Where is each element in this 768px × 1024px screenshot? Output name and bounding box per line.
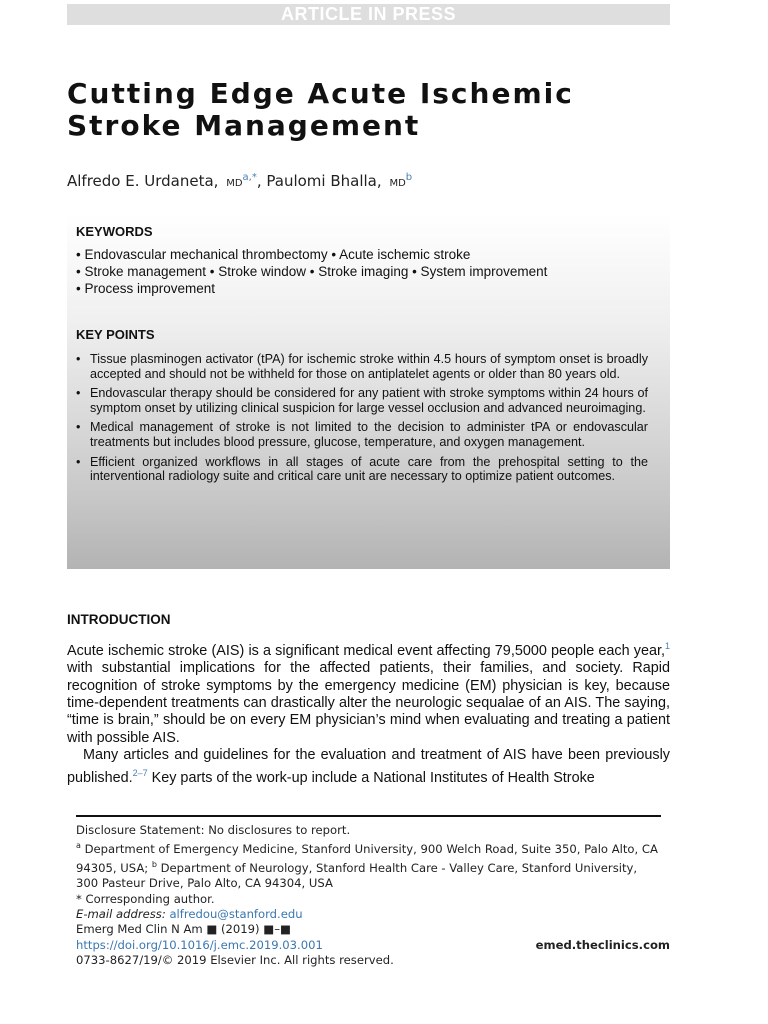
- paragraph-text: with substantial implications for the affected patients, their families, and society. Rapid recognition of stroke symptoms by the emergency medicine (EM) physician is key, because time-dependent treatments can drastically alter the neurologic sequalae of an AIS. The saying, “time is brain,” should be on every EM physician’s mind when evaluating and treating a patient with possible AIS.: [67, 660, 670, 746]
- affiliation-a: Department of Emergency Medicine, Stanford University, 900 Welch Road, Suite 350, Palo Alto, CA 94305, USA;: [76, 842, 658, 876]
- reference-link[interactable]: 1: [664, 641, 670, 651]
- copyright-notice: 0733-8627/19/© 2019 Elsevier Inc. All rights reserved.: [76, 953, 394, 967]
- affiliation-marker: b: [151, 860, 157, 870]
- footnotes: [76, 823, 662, 922]
- key-point-item: [76, 386, 648, 415]
- key-point-item: [76, 352, 648, 381]
- affiliation-marker: a: [76, 841, 81, 851]
- journal-website[interactable]: emed.theclinics.com: [535, 938, 670, 952]
- key-point-item: [76, 420, 648, 449]
- key-point-text: Endovascular therapy should be considered for any patient with stroke symptoms within 24 hours of symptom onset by utilizing clinical suspicion for large vessel occlusion and advanced neuroimaging.: [90, 386, 648, 415]
- keywords-line: • Process improvement: [76, 281, 216, 296]
- footnote-divider: [76, 815, 661, 817]
- author-1-degree: MD: [226, 178, 243, 189]
- title-line-1: Cutting Edge Acute Ischemic: [67, 77, 574, 110]
- paragraph-text: Many articles and guidelines for the evaluation and treatment of AIS have been previously published.: [67, 747, 670, 786]
- disclosure-statement: Disclosure Statement: No disclosures to report.: [76, 823, 351, 837]
- author-1-affiliation-marker[interactable]: a,*: [242, 172, 257, 183]
- keywords-line: • Stroke management • Stroke window • Stroke imaging • System improvement: [76, 264, 548, 279]
- title-line-2: Stroke Management: [67, 109, 421, 142]
- introduction-body: [67, 638, 670, 787]
- key-point-item: [76, 455, 648, 484]
- paragraph-text: Key parts of the work-up include a National Institutes of Health Stroke: [147, 769, 595, 786]
- email-link[interactable]: alfredou@stanford.edu: [169, 906, 303, 921]
- affiliations: [76, 838, 662, 891]
- key-point-text: Tissue plasminogen activator (tPA) for ischemic stroke within 4.5 hours of symptom onset is broadly accepted and should not be withheld for those on antiplatelet agents or older than 80 years old.: [90, 352, 648, 381]
- article-title: [67, 78, 687, 142]
- reference-link[interactable]: 2–7: [132, 767, 148, 778]
- keywords-heading: KEYWORDS: [76, 224, 153, 239]
- keywords-line: • Endovascular mechanical thrombectomy • Acute ischemic stroke: [76, 247, 471, 262]
- key-point-text: Efficient organized workflows in all stages of acute care from the prehospital setting to the interventional radiology suite and critical care unit are necessary to optimize patient outcomes.: [90, 454, 648, 484]
- bullet-icon: •: [76, 420, 81, 435]
- doi-link[interactable]: https://doi.org/10.1016/j.emc.2019.03.001: [76, 937, 323, 952]
- keywords-list: [76, 246, 661, 297]
- author-2-name: , Paulomi Bhalla,: [256, 172, 382, 190]
- author-2-degree: MD: [389, 178, 406, 189]
- author-1-name: Alfredo E. Urdaneta,: [67, 172, 219, 190]
- author-2-affiliation-marker[interactable]: b: [405, 172, 413, 183]
- journal-citation: Emerg Med Clin N Am ■ (2019) ■–■: [76, 922, 291, 936]
- corresponding-author: * Corresponding author.: [76, 891, 215, 906]
- affiliation-b: Department of Neurology, Stanford Health Care - Valley Care, Stanford University, 300 Pasteur Drive, Palo Alto, CA 94304, USA: [76, 861, 638, 891]
- article-in-press-banner: ARTICLE IN PRESS: [67, 4, 670, 25]
- paragraph-text: Acute ischemic stroke (AIS) is a significant medical event affecting 79,5000 people each year,: [67, 642, 665, 659]
- email-line: [76, 907, 662, 922]
- email-label: E-mail address:: [76, 906, 166, 921]
- bullet-icon: •: [76, 454, 81, 469]
- author-line: [67, 172, 412, 190]
- bullet-icon: •: [76, 352, 81, 366]
- key-points-list: [76, 352, 648, 489]
- introduction-paragraph-2: [67, 747, 670, 787]
- bullet-icon: •: [76, 386, 81, 401]
- key-point-text: Medical management of stroke is not limited to the decision to administer tPA or endovascular treatments but includes blood pressure, glucose, temperature, and oxygen management.: [90, 420, 648, 449]
- introduction-paragraph-1: [67, 638, 670, 747]
- introduction-heading: INTRODUCTION: [67, 612, 171, 627]
- key-points-heading: KEY POINTS: [76, 327, 155, 342]
